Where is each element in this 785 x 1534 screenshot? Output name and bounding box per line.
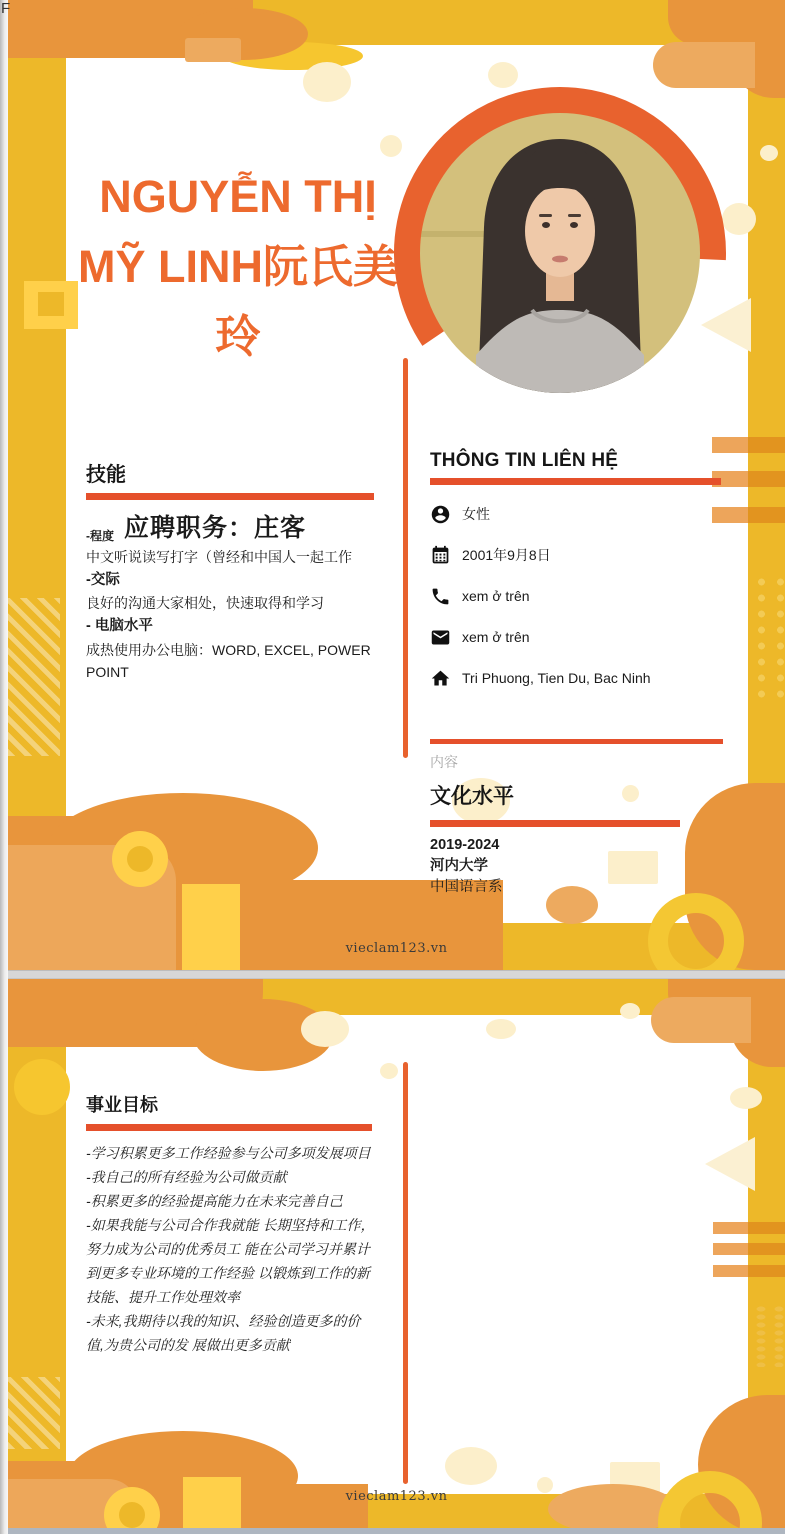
phone-icon — [430, 586, 451, 607]
education-heading: 文化水平 — [430, 785, 514, 808]
section-rule — [86, 493, 374, 500]
edge-label: F — [1, 0, 11, 17]
pale-circle — [730, 1087, 762, 1109]
dot-grid — [752, 574, 785, 702]
education-period: 2019-2024 — [430, 837, 500, 853]
cv-page-2 — [8, 979, 785, 1534]
pale-circle — [303, 62, 351, 102]
skill-computer-desc: 成热使用办公电脑：WORD, EXCEL, POWER POINT — [86, 642, 371, 680]
corner-light-square — [185, 38, 241, 62]
objective-paragraph: -积累更多的经验提高能力在未来完善自己 — [86, 1193, 343, 1209]
applied-position: 应聘职务：庄客 — [124, 514, 307, 542]
skill-comm-desc: 良好的沟通大家相处，快速取得和学习 — [86, 595, 324, 611]
yellow-donut-hole — [127, 846, 153, 872]
yellow-bump — [14, 1059, 70, 1115]
dash-grid — [752, 1305, 785, 1367]
objective-paragraph: -我自己的所有经验为公司做贡献 — [86, 1169, 287, 1185]
diagonal-stripes — [8, 1377, 60, 1449]
page-separator — [0, 970, 785, 979]
skill-computer-label: - 电脑水平 — [86, 618, 153, 634]
contact-row-address — [430, 666, 730, 690]
skills-heading: 技能 — [86, 464, 126, 486]
contact-row-gender — [430, 502, 730, 526]
yellow-rect — [182, 884, 240, 970]
education-section — [430, 753, 720, 898]
objective-heading: 事业目标 — [86, 1095, 158, 1115]
cv-page-1 — [8, 0, 785, 970]
pale-circle — [380, 1063, 398, 1079]
objective-paragraph: -如果我能与公司合作我就能 长期坚持和工作，努力成为公司的优秀员工 能在公司学习并累计到更多专业环境的工作经验 以锻炼到工作的新技能、提升工作处理效率 — [86, 1217, 375, 1305]
mail-icon — [430, 627, 451, 648]
corner-light-bar — [651, 997, 751, 1043]
section-divider — [430, 739, 723, 744]
contact-value: xem ở trên — [462, 588, 530, 604]
yellow-square-inner — [38, 292, 64, 316]
portrait-illustration — [420, 113, 700, 393]
pale-circle — [301, 1011, 349, 1047]
orange-bar — [713, 1243, 785, 1255]
pale-circle — [488, 62, 518, 88]
watermark: vieclam123.vn — [345, 941, 448, 956]
orange-bar — [713, 1265, 785, 1277]
objective-paragraph: -学习积累更多工作经验参与公司多项发展项目 — [86, 1145, 371, 1161]
person-icon — [430, 504, 451, 525]
watermark: vieclam123.vn — [345, 1489, 448, 1504]
yellow-rect — [183, 1477, 241, 1534]
viewport-bottom-strip — [8, 1528, 785, 1534]
skills-section — [86, 458, 378, 683]
candidate-name: NGUYỄN THỊ MỸ LINH阮氏美玲 — [78, 171, 398, 362]
orange-bar — [713, 1222, 785, 1234]
objective-text — [86, 1141, 378, 1357]
skill-comm-label: -交际 — [86, 572, 120, 588]
column-divider — [403, 358, 408, 758]
pale-circle — [620, 1003, 640, 1019]
skill-level-label: -程度 — [86, 529, 114, 543]
corner-light-bar — [653, 42, 755, 88]
pale-triangle — [701, 298, 751, 352]
section-rule — [86, 1124, 372, 1131]
yellow-donut-hole — [119, 1502, 145, 1528]
contact-row-phone — [430, 584, 730, 608]
contact-value: xem ở trên — [462, 629, 530, 645]
pale-circle — [722, 203, 756, 235]
education-school: 河内大学 — [430, 858, 488, 874]
contact-row-email — [430, 625, 730, 649]
content-placeholder: 内容 — [430, 754, 458, 770]
pale-circle — [445, 1447, 497, 1485]
diagonal-stripes — [8, 598, 60, 756]
pale-circle — [486, 1019, 516, 1039]
contact-value: Tri Phuong, Tien Du, Bac Ninh — [462, 670, 651, 686]
section-rule — [430, 820, 680, 827]
objective-section — [86, 1091, 378, 1357]
pale-triangle — [705, 1137, 755, 1191]
page-edge-strip — [0, 0, 11, 1534]
education-major: 中国语言系 — [430, 879, 503, 895]
pale-circle — [380, 135, 402, 157]
calendar-icon — [430, 545, 451, 566]
contact-heading: THÔNG TIN LIÊN HỆ — [430, 450, 619, 471]
skills-position-row — [86, 508, 378, 544]
home-icon — [430, 668, 451, 689]
contact-value: 女性 — [462, 506, 490, 522]
contact-value: 2001年9月8日 — [462, 547, 551, 563]
contact-section — [430, 450, 730, 690]
skill-level-desc: 中文听说读写打字（曾经和中国人一起工作 — [86, 549, 352, 565]
profile-photo — [420, 113, 700, 393]
column-divider — [403, 1062, 408, 1484]
contact-row-birthdate — [430, 543, 730, 567]
section-rule — [430, 478, 721, 485]
objective-paragraph: -未来,我期待以我的知识、经验创造更多的价值,为贵公司的发 展做出更多贡献 — [86, 1313, 361, 1353]
pale-circle — [760, 145, 778, 161]
